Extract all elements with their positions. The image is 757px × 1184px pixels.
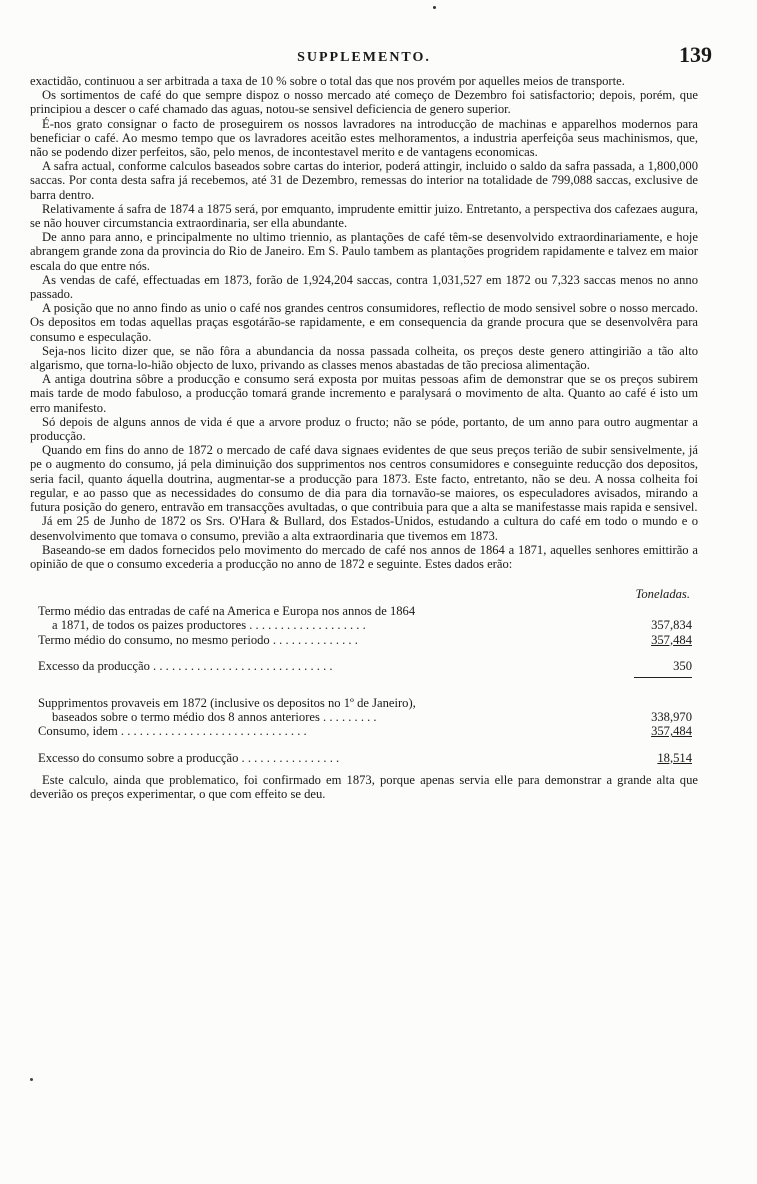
table-row-label: Excesso da producção . . . . . . . . . . . . . . . . . . . . . . . . . . . . .: [38, 658, 333, 673]
paragraph: A antiga doutrina sôbre a producção e consumo será exposta por muitas pessoas afim de demonstrar que se os preços subirem mais tarde de modo fabuloso, a producção tomará grande incremento e paralysará o movimento de alta. Quanto ao café é isto um erro manifesto.: [30, 372, 698, 415]
paragraph: É-nos grato consignar o facto de proseguirem os nossos lavradores na introducção de machinas e apparelhos modernos para beneficiar o café. Ao mesmo tempo que os lavradores aceitão estes melhoramentos, a industria aperfeiçôa seus machinismos, que, não se podendo dizer perfeitos, são, pelo menos, de incontestavel merito e de vantagens economicas.: [30, 116, 698, 160]
print-speck: [433, 6, 436, 9]
table-row-label: Supprimentos provaveis em 1872 (inclusive os depositos no 1º de Janeiro),: [38, 695, 416, 710]
table-row: [30, 751, 698, 765]
paragraph: Baseando-se em dados fornecidos pelo movimento do mercado de café nos annos de 1864 a 1871, aquelles senhores emittirão a opinião de que o consumo excederia a producção no anno de 1872 e seguinte. Estes dados erão:: [30, 542, 698, 571]
paragraph: A posição que no anno findo as unio o café nos grandes centros consumidores, reflectio de modo sensivel sobre o nosso mercado. Os depositos em todas aquellas praças esgotárão-se rapidamente, e em consequencia da grande procura que se desenvolvêra para consumo e especulação.: [30, 301, 698, 344]
table-row-label: Termo médio das entradas de café na America e Europa nos annos de 1864: [38, 604, 416, 619]
table-row-label: baseados sobre o termo médio dos 8 annos anteriores . . . . . . . . .: [52, 710, 377, 725]
paragraph: Quando em fins do anno de 1872 o mercado de café dava signaes evidentes de que seus preços terião de subir sensivelmente, já pe o augmento do consumo, já pela diminuição dos supprimentos nos centros consumidores e conseguinte reducção dos depositos, seria facil, quanto áquella doutrina, augmentar-se a producção para 1873. Este facto, entretanto, não se deu. A nossa colheita foi regular, e ao passo que as necessidades do consumo de dia para dia tornavão-se maiores, os especuladores avisados, mirando a futura posição do genero, entravão em transacções avultadas, o que contribuia para que a alta se manifestasse mais rapida e sensivel.: [30, 443, 698, 515]
running-title: SUPPLEMENTO.: [297, 50, 431, 65]
paragraph: Seja-nos licito dizer que, se não fôra a abundancia da nossa passada colheita, os preços deste genero attingirião a tão alto algarismo, que torna-lo-hião objecto de luxo, privando as classes menos abastadas de tão preciosa alimentação.: [30, 343, 698, 373]
body-text: [30, 74, 698, 571]
table-row: [30, 659, 698, 673]
table-spacer: [30, 684, 698, 696]
paragraph: Já em 25 de Junho de 1872 os Srs. O'Hara & Bullard, dos Estados-Unidos, estudando a cultura do café em todo o mundo e o desenvolvimento que tomava o consumo, previão a alta extraordinaria que tivemos em 1873.: [30, 514, 698, 543]
paragraph: As vendas de café, effectuadas em 1873, forão de 1,924,204 saccas, contra 1,031,527 em 1872 ou 7,323 saccas menos no anno passado.: [30, 272, 698, 302]
paragraph: A safra actual, conforme calculos baseados sobre cartas do interior, poderá attingir, incluido o saldo da safra passada, a 1,800,000 saccas. Por conta desta safra já recebemos, até 31 de Dezembro, remessas do interior na totalidade de 799,088 saccas, exclusive de barra dentro.: [30, 159, 698, 202]
paragraph: Relativamente á safra de 1874 a 1875 será, por emquanto, imprudente emittir juizo. Entretanto, a perspectiva dos cafezaes augura, se não houver circumstancia extraordinaria, ser ella abundante.: [30, 201, 698, 231]
paragraph: Os sortimentos de café do que sempre dispoz o nosso mercado até começo de Dezembro foi satisfactorio; depois, porém, que principiou a descer o café chamado das aguas, notou-se sensivel deficiencia de genero superior.: [30, 88, 698, 117]
table-row-value: 357,484: [651, 632, 692, 647]
closing-paragraph: [30, 773, 698, 801]
table-row: [30, 710, 698, 724]
table-unit-label: Toneladas.: [635, 587, 690, 602]
paragraph: De anno para anno, e principalmente no ultimo triennio, as plantações de café têm-se desenvolvido extraordinariamente, e hoje abrangem grande zona da provincia do Rio de Janeiro. Em S. Paulo tambem as plantações progridem rapidamente e talvez em maior escala do que entre nós.: [30, 230, 698, 273]
divider-line: [634, 677, 692, 678]
paragraph: exactidão, continuou a ser arbitrada a taxa de 10 % sobre o total das que nos provém por aquelles meios de transporte.: [30, 74, 625, 88]
paragraph: Este calculo, ainda que problematico, foi confirmado em 1873, porque apenas servia elle para demonstrar a grande alta que deverião os preços experimentar, o que com effeito se deu.: [30, 772, 698, 801]
book-page: [30, 40, 712, 801]
table-row-value: 18,514: [657, 750, 692, 765]
table-row: [30, 618, 698, 632]
page-number: 139: [679, 42, 712, 67]
table-row: [30, 724, 698, 738]
table-spacer: [30, 739, 698, 751]
table-row: [30, 633, 698, 647]
table-row-label: Termo médio do consumo, no mesmo periodo . . . . . . . . . . . . . .: [38, 632, 358, 647]
table-row: [30, 696, 698, 710]
table-row-value: 350: [673, 658, 692, 673]
table-row: [30, 604, 698, 618]
print-speck: [30, 1078, 33, 1081]
table-spacer: [30, 647, 698, 659]
table-row-label: Consumo, idem . . . . . . . . . . . . . . . . . . . . . . . . . . . . . .: [38, 724, 307, 739]
statistics-table: [30, 604, 698, 765]
table-row-label: Excesso do consumo sobre a producção . . . . . . . . . . . . . . . .: [38, 750, 340, 765]
table-rule: [30, 673, 698, 684]
table-row-value: 357,834: [651, 618, 692, 633]
table-row-value: 357,484: [651, 724, 692, 739]
table-row-value: 338,970: [651, 710, 692, 725]
paragraph: Só depois de alguns annos de vida é que a arvore produz o fructo; não se póde, portanto, de um anno para outro augmentar a producção.: [30, 414, 698, 444]
table-row-label: a 1871, de todos os paizes productores . . . . . . . . . . . . . . . . . . .: [52, 618, 366, 633]
page-header: [30, 40, 712, 74]
